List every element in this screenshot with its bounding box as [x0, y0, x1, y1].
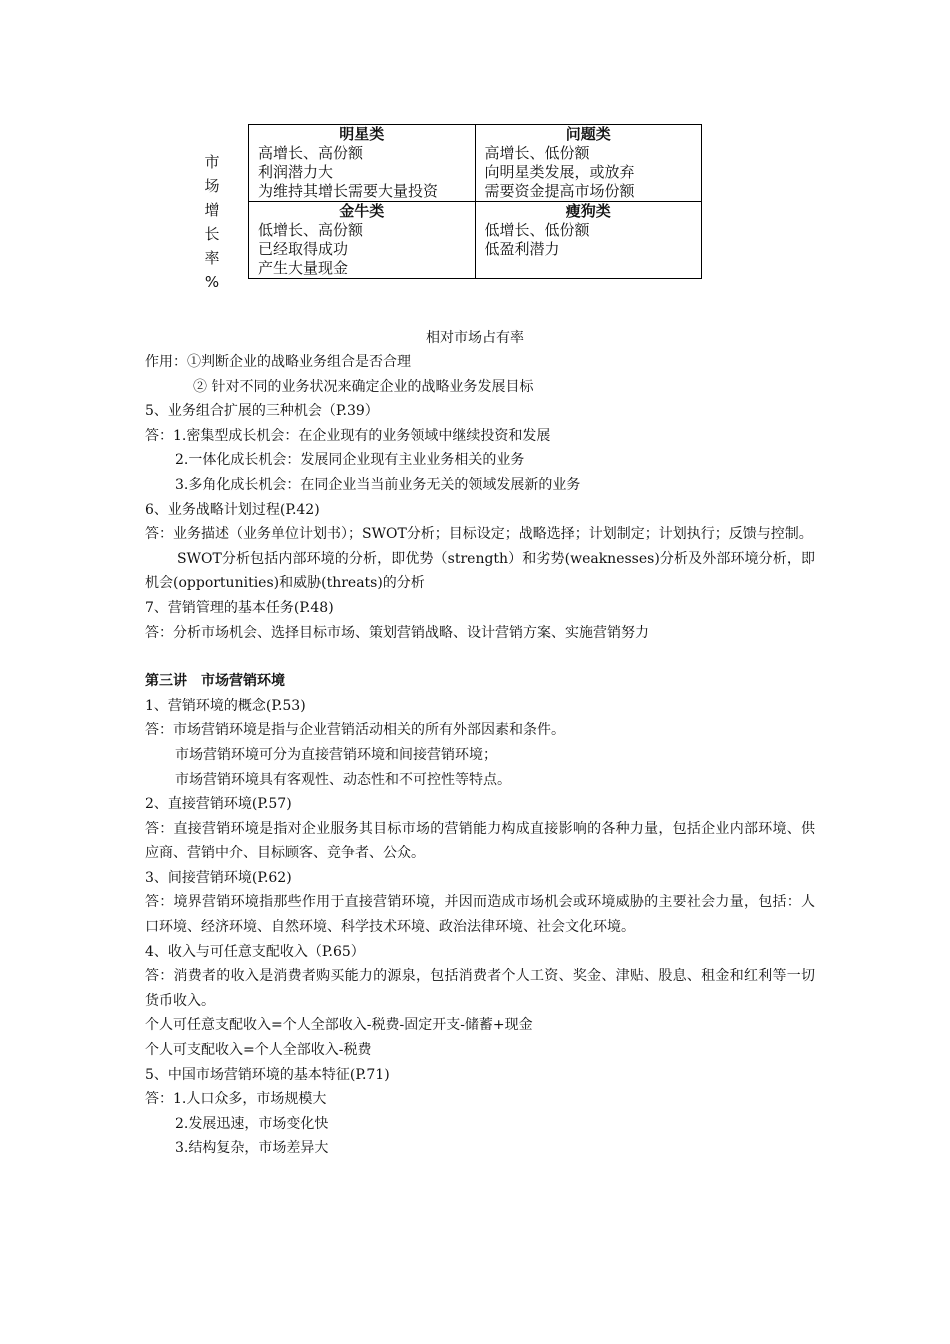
- y-axis-char: 长: [204, 225, 220, 243]
- quadrant-line: 低增长、低份额: [484, 221, 590, 239]
- paragraph: 答：直接营销环境是指对企业服务其目标市场的营销能力构成直接影响的各种力量，包括企业内部环境、供应商、营销中介、目标顾客、竞争者、公众。: [145, 820, 815, 862]
- paragraph: SWOT分析包括内部环境的分析，即优势（strength）和劣势(weaknesses)分析及外部环境分析，即机会(opportunities)和威胁(threats)的分析: [145, 550, 815, 592]
- quadrant-cash-cow: [249, 202, 476, 279]
- paragraph: 3.多角化成长机会：在同企业当当前业务无关的领域发展新的业务: [175, 476, 581, 493]
- quadrant-dog: [475, 202, 702, 279]
- quadrant-line: 低增长、高份额: [258, 221, 364, 239]
- paragraph: 答：分析市场机会、选择目标市场、策划营销战略、设计营销方案、实施营销努力: [145, 624, 649, 641]
- paragraph: 2.一体化成长机会：发展同企业现有主业业务相关的业务: [175, 452, 525, 469]
- formula: 个人可支配收入=个人全部收入-税费: [145, 1042, 372, 1059]
- y-axis-char: 率: [204, 249, 220, 267]
- paragraph: 2.发展迅速，市场变化快: [175, 1115, 329, 1132]
- formula: 个人可任意支配收入=个人全部收入-税费-固定开支-储蓄+现金: [145, 1017, 533, 1034]
- question-heading: 4、收入与可任意支配收入（P.65）: [145, 943, 365, 960]
- y-axis-char: 增: [204, 201, 220, 219]
- quadrant-line: 已经取得成功: [258, 240, 349, 258]
- question-heading: 5、业务组合扩展的三种机会（P.39）: [145, 403, 379, 420]
- quadrant-line: 为维持其增长需要大量投资: [258, 182, 439, 200]
- paragraph: 3.结构复杂，市场差异大: [175, 1140, 329, 1157]
- section-heading: 第三讲 市场营销环境: [145, 673, 285, 690]
- paragraph: 答：1.人口众多，市场规模大: [145, 1091, 327, 1108]
- y-axis-char: %: [204, 273, 220, 291]
- question-heading: 6、业务战略计划过程(P.42): [145, 501, 320, 518]
- question-heading: 7、营销管理的基本任务(P.48): [145, 599, 334, 616]
- quadrant-line: 产生大量现金: [258, 259, 349, 277]
- quadrant-star: [249, 125, 476, 202]
- paragraph: 市场营销环境具有客观性、动态性和不可控性等特点。: [175, 771, 511, 788]
- quadrant-line: 高增长、低份额: [484, 144, 590, 162]
- document-body: [145, 350, 815, 1161]
- paragraph: 作用：①判断企业的战略业务组合是否合理: [145, 354, 411, 370]
- paragraph: 市场营销环境可分为直接营销环境和间接营销环境；: [175, 746, 497, 763]
- y-axis-char: 场: [204, 177, 220, 195]
- paragraph: 答：业务描述（业务单位计划书）；SWOT分析；目标设定；战略选择；计划制定；计划执行；反馈与控制。: [145, 526, 813, 543]
- quadrant-line: 高增长、高份额: [258, 144, 364, 162]
- quadrant-line: 利润潜力大: [258, 163, 334, 181]
- paragraph: ② 针对不同的业务状况来确定企业的战略业务发展目标: [193, 378, 534, 395]
- quadrant-title: 明星类: [339, 125, 385, 143]
- quadrant-title: 瘦狗类: [565, 202, 611, 220]
- bcg-matrix: [248, 124, 702, 279]
- matrix-x-axis-label: 相对市场占有率: [426, 330, 524, 346]
- quadrant-title: 金牛类: [339, 202, 385, 220]
- quadrant-line: 向明星类发展，或放弃: [484, 163, 635, 181]
- matrix-y-axis-label: [198, 150, 226, 294]
- question-heading: 3、间接营销环境(P.62): [145, 869, 292, 886]
- quadrant-line: 需要资金提高市场份额: [484, 182, 635, 200]
- question-heading: 1、营销环境的概念(P.53): [145, 697, 306, 714]
- quadrant-title: 问题类: [565, 125, 611, 143]
- y-axis-char: 市: [204, 153, 220, 171]
- paragraph: 答：市场营销环境是指与企业营销活动相关的所有外部因素和条件。: [145, 722, 565, 739]
- question-heading: 2、直接营销环境(P.57): [145, 796, 292, 813]
- spacer: [145, 645, 815, 669]
- paragraph: 答：境界营销环境指那些作用于直接营销环境，并因而造成市场机会或环境威胁的主要社会力量，包括：人口环境、经济环境、自然环境、科学技术环境、政治法律环境、社会文化环境。: [145, 894, 815, 936]
- paragraph: 答：消费者的收入是消费者购买能力的源泉，包括消费者个人工资、奖金、津贴、股息、租金和红利等一切货币收入。: [145, 968, 815, 1009]
- question-heading: 5、中国市场营销环境的基本特征(P.71): [145, 1066, 390, 1083]
- quadrant-question: [475, 125, 702, 202]
- quadrant-line: 低盈利潜力: [484, 240, 560, 258]
- paragraph: 答：1.密集型成长机会：在企业现有的业务领域中继续投资和发展: [145, 427, 551, 444]
